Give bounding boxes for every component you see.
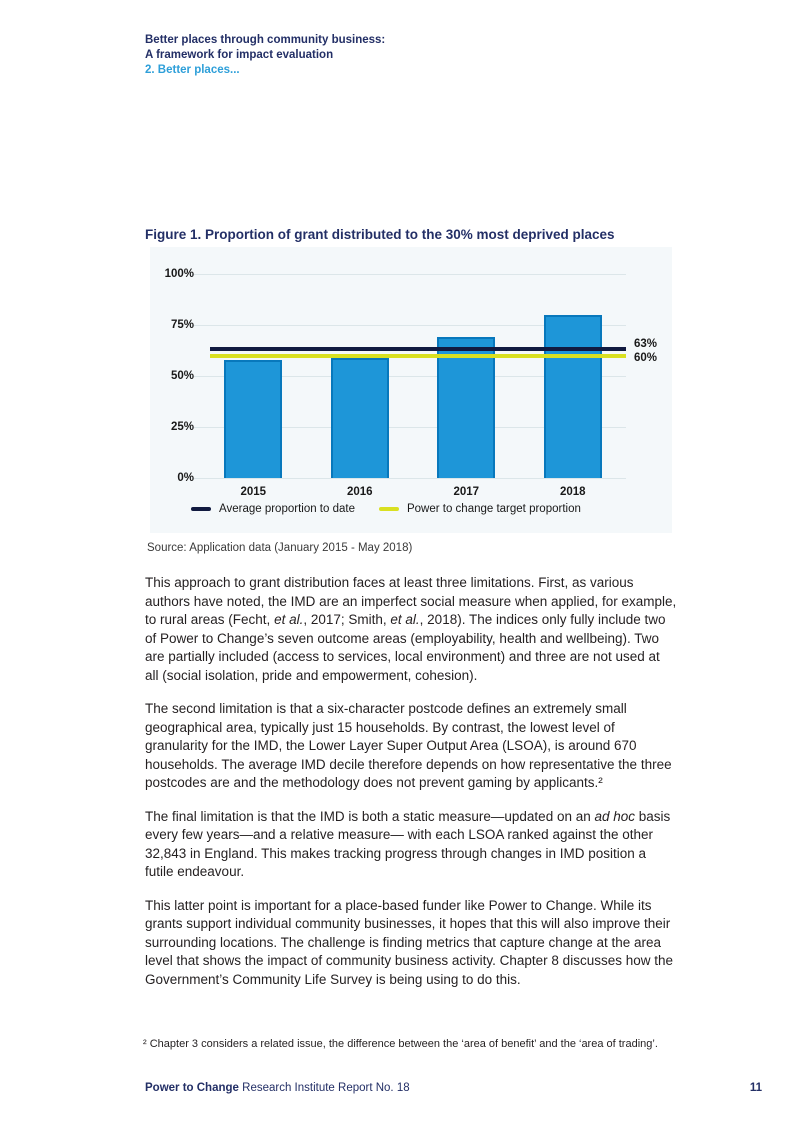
- running-header: [145, 33, 385, 78]
- ref-line-label: 60%: [634, 351, 658, 364]
- x-tick-label: 2017: [453, 486, 480, 498]
- bar-slot: [520, 274, 627, 478]
- figure-panel: [150, 247, 672, 533]
- footnote: ² Chapter 3 considers a related issue, the difference between the ‘area of benefit’ and the ‘area of trading’.: [143, 1038, 658, 1050]
- bar-2015: [224, 360, 282, 478]
- page-number: 11: [749, 1082, 762, 1094]
- header-line-2: A framework for impact evaluation: [145, 49, 334, 61]
- paragraph: This latter point is important for a place-based funder like Power to Change. While its grants support individual community businesses, it hopes that this will also improve their surrounding locations. The challenge is finding metrics that capture change at the area level that shows the impact of community business activity. Chapter 8 discusses how the Government’s Community Life Survey is being using to do this.: [145, 897, 673, 987]
- x-tick-label: 2015: [240, 486, 267, 498]
- plot-area: [200, 274, 658, 478]
- bar-2017: [437, 337, 495, 478]
- chart-legend: [191, 503, 581, 515]
- paragraph: The final limitation is that the IMD is both a static measure—updated on an ad hoc basis every few years—and a relative measure— with each LSOA ranked against the other 32,843 in England. This makes tracking progress through changes in IMD position a futile endeavour.: [145, 808, 671, 879]
- paragraph: The second limitation is that a six-character postcode defines an extremely small geographical area, typically just 15 households. By contrast, the lowest level of granularity for the IMD, the Lower Layer Super Output Area (LSOA), is around 670 households. The average IMD decile therefore depends on how representative the three postcodes are and the methodology does not prevent gaming by applicants.²: [145, 701, 672, 790]
- bar-slot: [413, 274, 520, 478]
- bar-2018: [544, 315, 602, 478]
- legend-swatch-icon: [191, 507, 211, 511]
- ref-line-63%: [210, 347, 626, 351]
- legend-label: Average proportion to date: [219, 503, 355, 515]
- bar-slot: [307, 274, 414, 478]
- body-paragraphs: [145, 574, 677, 1004]
- ref-line-60%: [210, 354, 626, 358]
- footer-report-title: Research Institute Report No. 18: [238, 1082, 410, 1094]
- bar-slot: [200, 274, 307, 478]
- x-tick-label: 2018: [559, 486, 586, 498]
- legend-label: Power to change target proportion: [406, 503, 581, 515]
- y-tick-label: 100%: [164, 267, 194, 280]
- ref-line-label: 63%: [634, 337, 658, 350]
- bar-2016: [331, 358, 389, 478]
- x-tick-label: 2016: [346, 486, 373, 498]
- page-footer: [145, 1082, 762, 1094]
- x-axis-labels: [200, 486, 626, 498]
- y-tick-label: 0%: [177, 471, 194, 484]
- figure-source: Source: Application data (January 2015 - May 2018): [147, 542, 413, 554]
- figure-title: Figure 1. Proportion of grant distributed to the 30% most deprived places: [145, 227, 615, 242]
- y-tick-label: 50%: [170, 369, 194, 382]
- header-line-1: Better places through community business:: [145, 34, 386, 46]
- legend-item: [191, 503, 355, 515]
- header-section-link[interactable]: 2. Better places...: [145, 64, 240, 76]
- y-tick-label: 75%: [170, 318, 194, 331]
- footer-text: [145, 1082, 410, 1094]
- y-axis-labels: [150, 267, 194, 484]
- legend-swatch-icon: [379, 507, 399, 511]
- bars-row: [200, 274, 626, 478]
- footer-brand: Power to Change: [145, 1082, 239, 1094]
- y-tick-label: 25%: [170, 420, 194, 433]
- paragraph: This approach to grant distribution faces at least three limitations. First, as various authors have noted, the IMD are an imperfect social measure when applied, for example, to rural areas (Fecht, et al., 2017; Smith, et al., 2018). The indices only fully include two of Power to Change’s seven outcome areas (employability, health and wellbeing). Two are partially included (access to services, local environment) and three are not used at all (social isolation, pride and empowerment, cohesion).: [145, 575, 677, 683]
- legend-item: [379, 503, 581, 515]
